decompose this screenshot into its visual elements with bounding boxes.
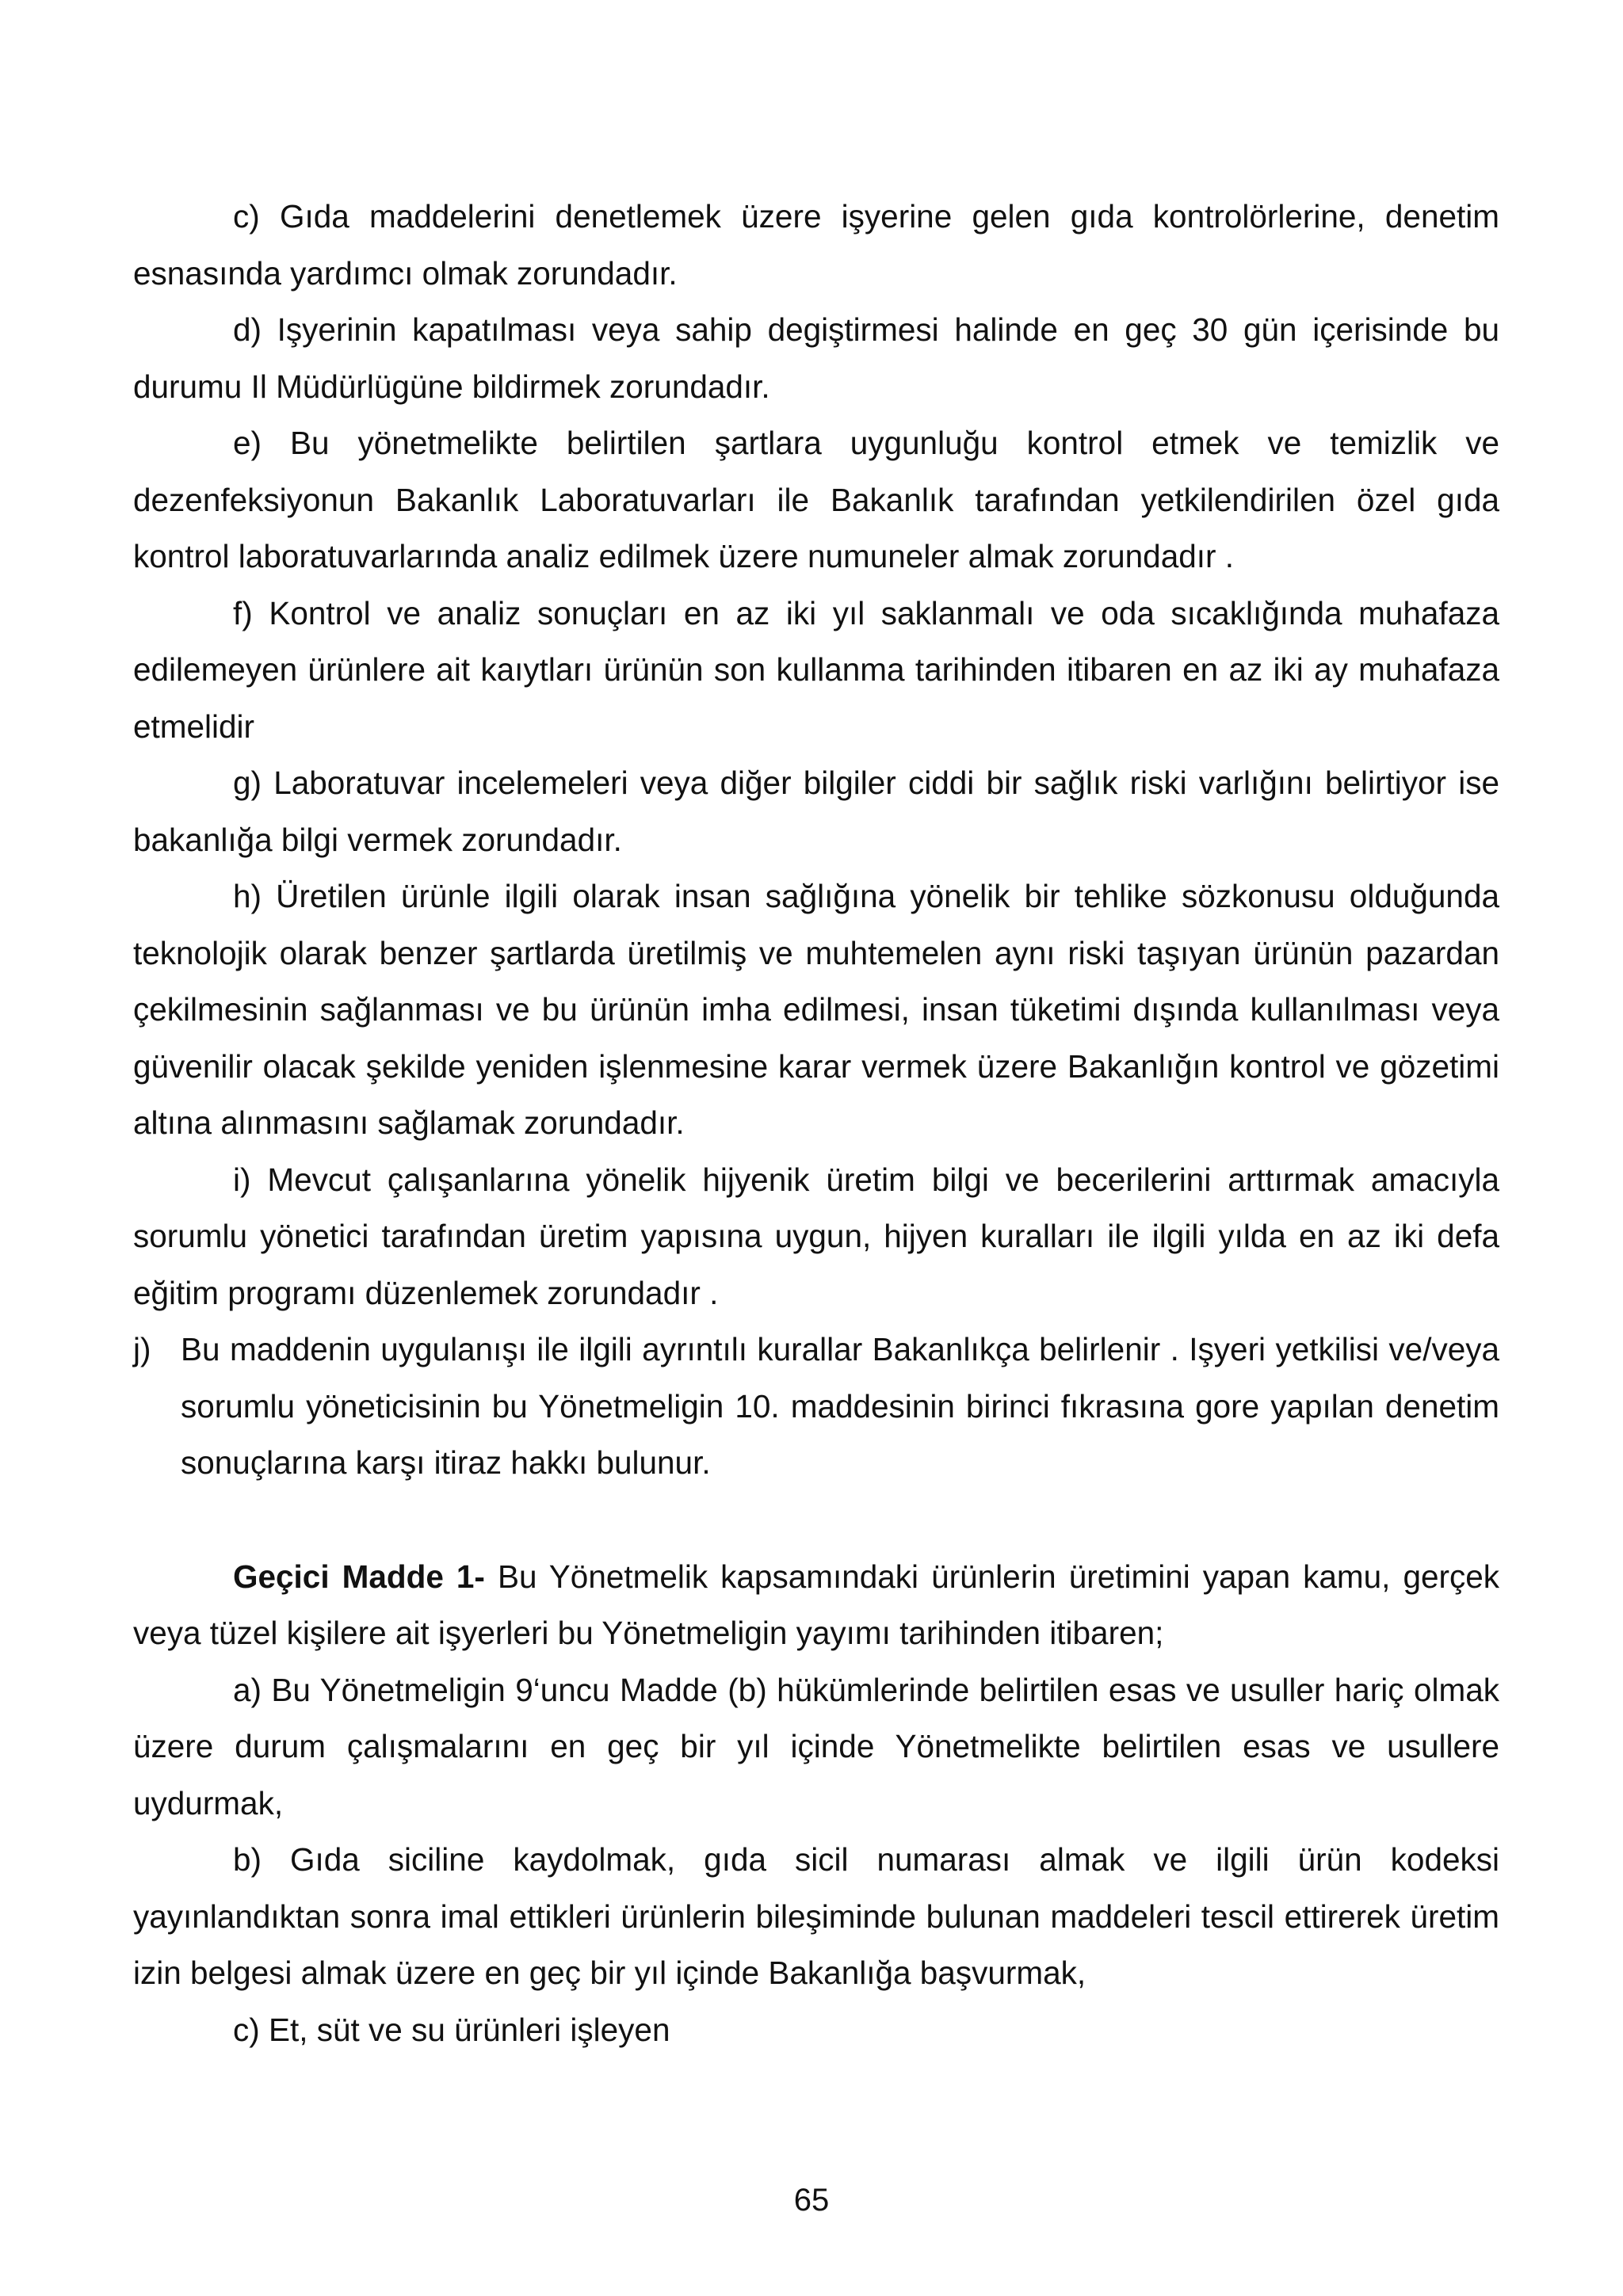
paragraph-e: e) Bu yönetmelikte belirtilen şartlara uygunluğu kontrol etmek ve temizlik ve dezenfeksiyonun Bakanlık Laboratuvarları ile Bakanlık tarafından yetkilendirilen özel gıda kontrol laboratuvarlarında analiz edilmek üzere numuneler almak zorundadır . — [133, 425, 1499, 574]
paragraph-j-marker: j) — [133, 1331, 151, 1367]
paragraph-h: h) Üretilen ürünle ilgili olarak insan sağlığına yönelik bir tehlike sözkonusu olduğunda teknolojik olarak benzer şartlarda üretilmiş ve muhtemelen aynı riski taşıyan ürünün pazardan çekilmesinin sağlanması ve bu ürünün imha edilmesi, insan tüketimi dışında kullanılması veya güvenilir olacak şekilde yeniden işlenmesine karar vermek üzere Bakanlığın kontrol ve gözetimi altına alınmasını sağlamak zorundadır. — [133, 878, 1499, 1141]
paragraph-g: g) Laboratuvar incelemeleri veya diğer bilgiler ciddi bir sağlık riski varlığını belirtiyor ise bakanlığa bilgi vermek zorundadır. — [133, 765, 1499, 858]
page-body — [133, 189, 1499, 2058]
section-spacer — [133, 1492, 1499, 1549]
paragraph-d: d) Işyerinin kapatılması veya sahip degiştirmesi halinde en geç 30 gün içerisinde bu durumu Il Müdürlügüne bildirmek zorundadır. — [133, 311, 1499, 405]
temporary-article-item-b: b) Gıda siciline kaydolmak, gıda sicil numarası almak ve ilgili ürün kodeksi yayınlandıktan sonra imal ettikleri ürünlerin bileşiminde bulunan maddeleri tescil ettirerek üretim izin belgesi almak üzere en geç bir yıl içinde Bakanlığa başvurmak, — [133, 1841, 1499, 1991]
paragraph-c: c) Gıda maddelerini denetlemek üzere işyerine gelen gıda kontrolörlerine, denetim esnasında yardımcı olmak zorundadır. — [133, 198, 1499, 292]
temporary-article-heading: Geçici Madde 1- — [233, 1558, 485, 1595]
temporary-article-item-a: a) Bu Yönetmeligin 9‘uncu Madde (b) hükümlerinde belirtilen esas ve usuller hariç olmak üzere durum çalışmalarını en geç bir yıl içinde Yönetmelikte belirtilen esas ve usullere uydurmak, — [133, 1671, 1499, 1821]
paragraph-i: i) Mevcut çalışanlarına yönelik hijyenik üretim bilgi ve becerilerini arttırmak amacıyla sorumlu yönetici tarafından üretim yapısına uygun, hijyen kuralları ile ilgili yılda en az iki defa eğitim programı düzenlemek zorundadır . — [133, 1161, 1499, 1311]
page-number: 65 — [793, 2183, 830, 2218]
temporary-article-item-c: c) Et, süt ve su ürünleri işleyen — [233, 2011, 670, 2048]
paragraph-j — [133, 1322, 1499, 1492]
temporary-article-intro-text: Bu Yönetmelik kapsamındaki ürünlerin üretimini yapan kamu, gerçek veya tüzel kişilere ait işyerleri bu Yönetmeligin yayımı tarihinden itibaren; — [133, 1558, 1500, 1651]
paragraph-f: f) Kontrol ve analiz sonuçları en az iki yıl saklanmalı ve oda sıcaklığında muhafaza edilemeyen ürünlere ait kaıytları ürünün son kullanma tarihinden itibaren en az iki ay muhafaza etmelidir — [133, 594, 1499, 745]
paragraph-j-text: Bu maddenin uygulanışı ile ilgili ayrıntılı kurallar Bakanlıkça belirlenir . Işyeri yetkilisi ve/veya sorumlu yöneticisinin bu Yönetmeligin 10. maddesinin birinci fıkrasına gore yapılan denetim sonuçlarına karşı itiraz hakkı bulunur. — [181, 1331, 1499, 1481]
temporary-article-intro — [133, 1549, 1499, 1662]
